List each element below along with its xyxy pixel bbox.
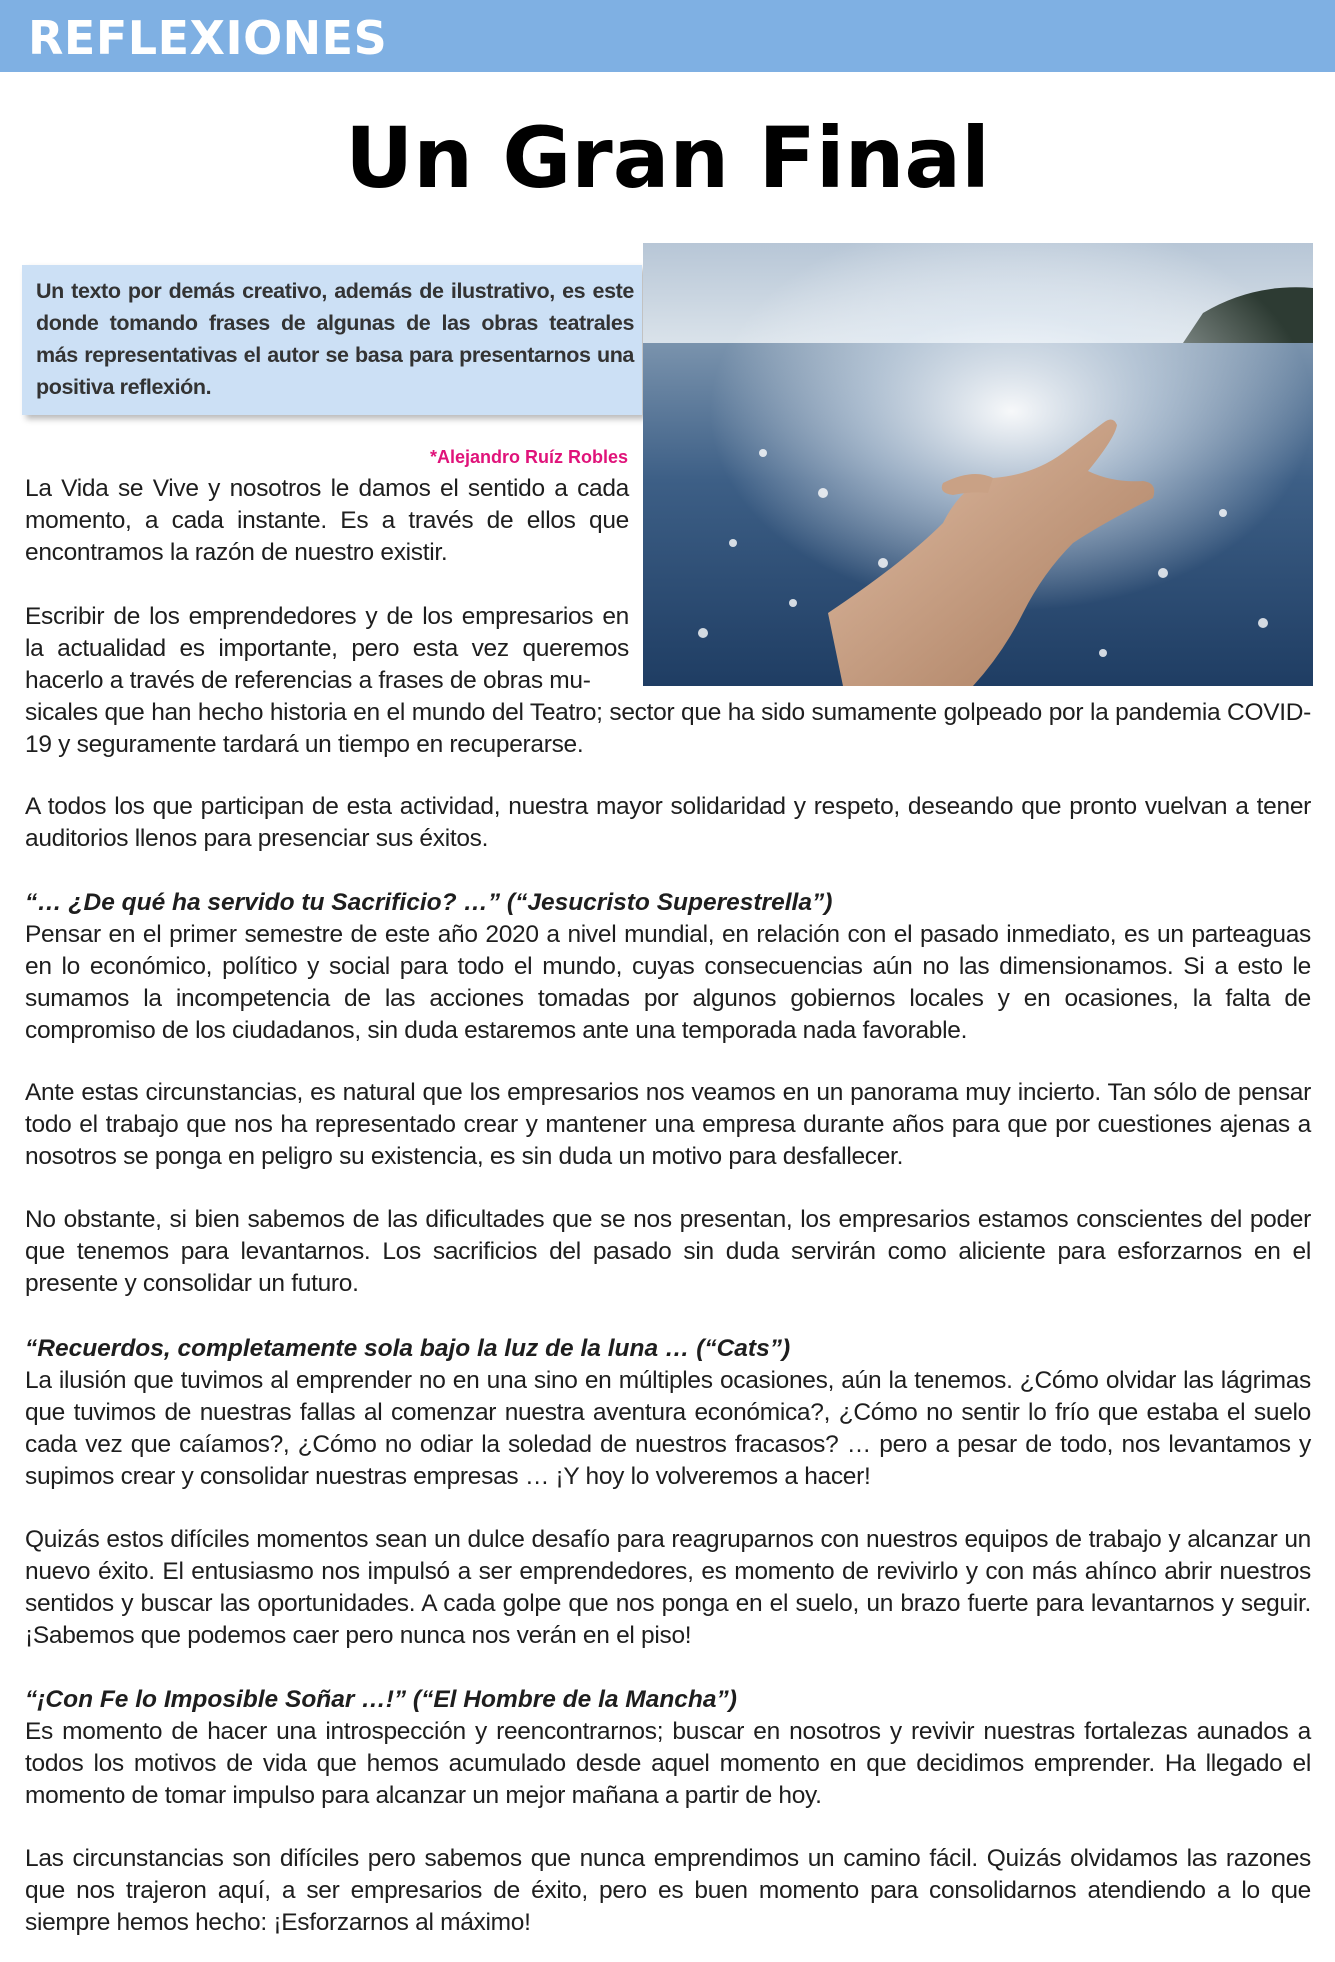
paragraph-5: Ante estas circunstancias, es natural que los empresarios nos veamos en un panorama muy incierto. Tan sólo de pensar todo el trabajo que nos ha representado crear y mantener una empresa durante años para que por cuestiones ajenas a nosotros se ponga en peligro su existencia, es sin duda un motivo para desfallecer. [25,1079,1311,1170]
author-byline: *Alejandro Ruíz Robles [429,447,628,467]
quote-2: “Recuerdos, completamente sola bajo la luz de la luna … (“Cats”) [25,1335,791,1362]
hand-over-sea-photo [643,243,1313,686]
quote-1: “… ¿De qué ha servido tu Sacrificio? …” (“Jesucristo Superestrella”) [25,889,833,916]
paragraph-8: Quizás estos difíciles momentos sean un dulce desafío para reagruparnos con nuestros equipos de trabajo y alcanzar un nuevo éxito. El entusiasmo nos impulsó a ser emprendedores, es momento de revivirlo y con más ahínco abrir nuestros sentidos y buscar las oportunidades. A cada golpe que nos ponga en el suelo, un brazo fuerte para levantarnos y seguir. ¡Sabemos que podemos caer pero nunca nos verán en el piso! [25,1526,1311,1649]
paragraph-7: La ilusión que tuvimos al emprender no en una sino en múltiples ocasiones, aún la tenemos. ¿Cómo olvidar las lágrimas que tuvimos de nuestras fallas al comenzar nuestra aventura económica?, ¿Cómo no sentir lo frío que estaba el suelo cada vez que caíamos?, ¿Cómo no odiar la soledad de nuestros fracasos? … pero a pesar de todo, nos levantamos y supimos crear y consolidar nuestras empresas … ¡Y hoy lo volveremos a hacer! [25,1367,1311,1490]
section-label: REFLEXIONES [28,11,388,65]
quote-3: “¡Con Fe lo Imposible Soñar …!” (“El Hombre de la Mancha”) [25,1686,737,1713]
lead-text: Un texto por demás creativo, además de ilustrativo, es este donde tomando frases de algunas de las obras teatrales más representativas el autor se basa para presentarnos una positiva reflexión. [36,279,634,399]
paragraph-4: Pensar en el primer semestre de este año 2020 a nivel mundial, en relación con el pasado inmediato, es un parteaguas en lo económico, político y social para todo el mundo, cuyas consecuencias aún no las dimensionamos. Si a esto le sumamos la incompetencia de las acciones tomadas por algunos gobiernos locales y en ocasiones, la falta de compromiso de los ciudadanos, sin duda estaremos ante una temporada nada favorable. [25,921,1311,1044]
paragraph-9: Es momento de hacer una introspección y reencontrarnos; buscar en nosotros y revivir nuestras fortalezas aunados a todos los motivos de vida que hemos acumulado desde aquel momento en que decidimos emprender. Ha llegado el momento de tomar impulso para alcanzar un mejor mañana a partir de hoy. [25,1718,1311,1809]
paragraph-10: Las circunstancias son difíciles pero sabemos que nunca emprendimos un camino fácil. Quizás olvidamos las razones que nos trajeron aquí, a ser empresarios de éxito, pero es buen momento para consolidarnos atendiendo a lo que siempre hemos hecho: ¡Esforzarnos al máximo! [25,1845,1311,1936]
paragraph-1: La Vida se Vive y nosotros le damos el sentido a cada momento, a cada instante. Es a través de ellos que encontramos la razón de nuestro existir. [25,475,629,566]
paragraph-2a: Escribir de los emprendedores y de los empresarios en la actualidad es importante, pero esta vez queremos hacerlo a través de referencias a frases de obras mu- [25,603,629,694]
article-title: Un Gran Final [345,109,990,207]
paragraph-2b: sicales que han hecho historia en el mundo del Teatro; sector que ha sido sumamente golpeado por la pandemia COVID-19 y seguramente tardará un tiempo en recuperarse. [25,699,1311,758]
paragraph-6: No obstante, si bien sabemos de las dificultades que se nos presentan, los empresarios estamos conscientes del poder que tenemos para levantarnos. Los sacrificios del pasado sin duda servirán como aliciente para esforzarnos en el presente y consolidar un futuro. [25,1206,1311,1297]
paragraph-3: A todos los que participan de esta actividad, nuestra mayor solidaridad y respeto, deseando que pronto vuelvan a tener auditorios llenos para presenciar sus éxitos. [25,793,1311,852]
